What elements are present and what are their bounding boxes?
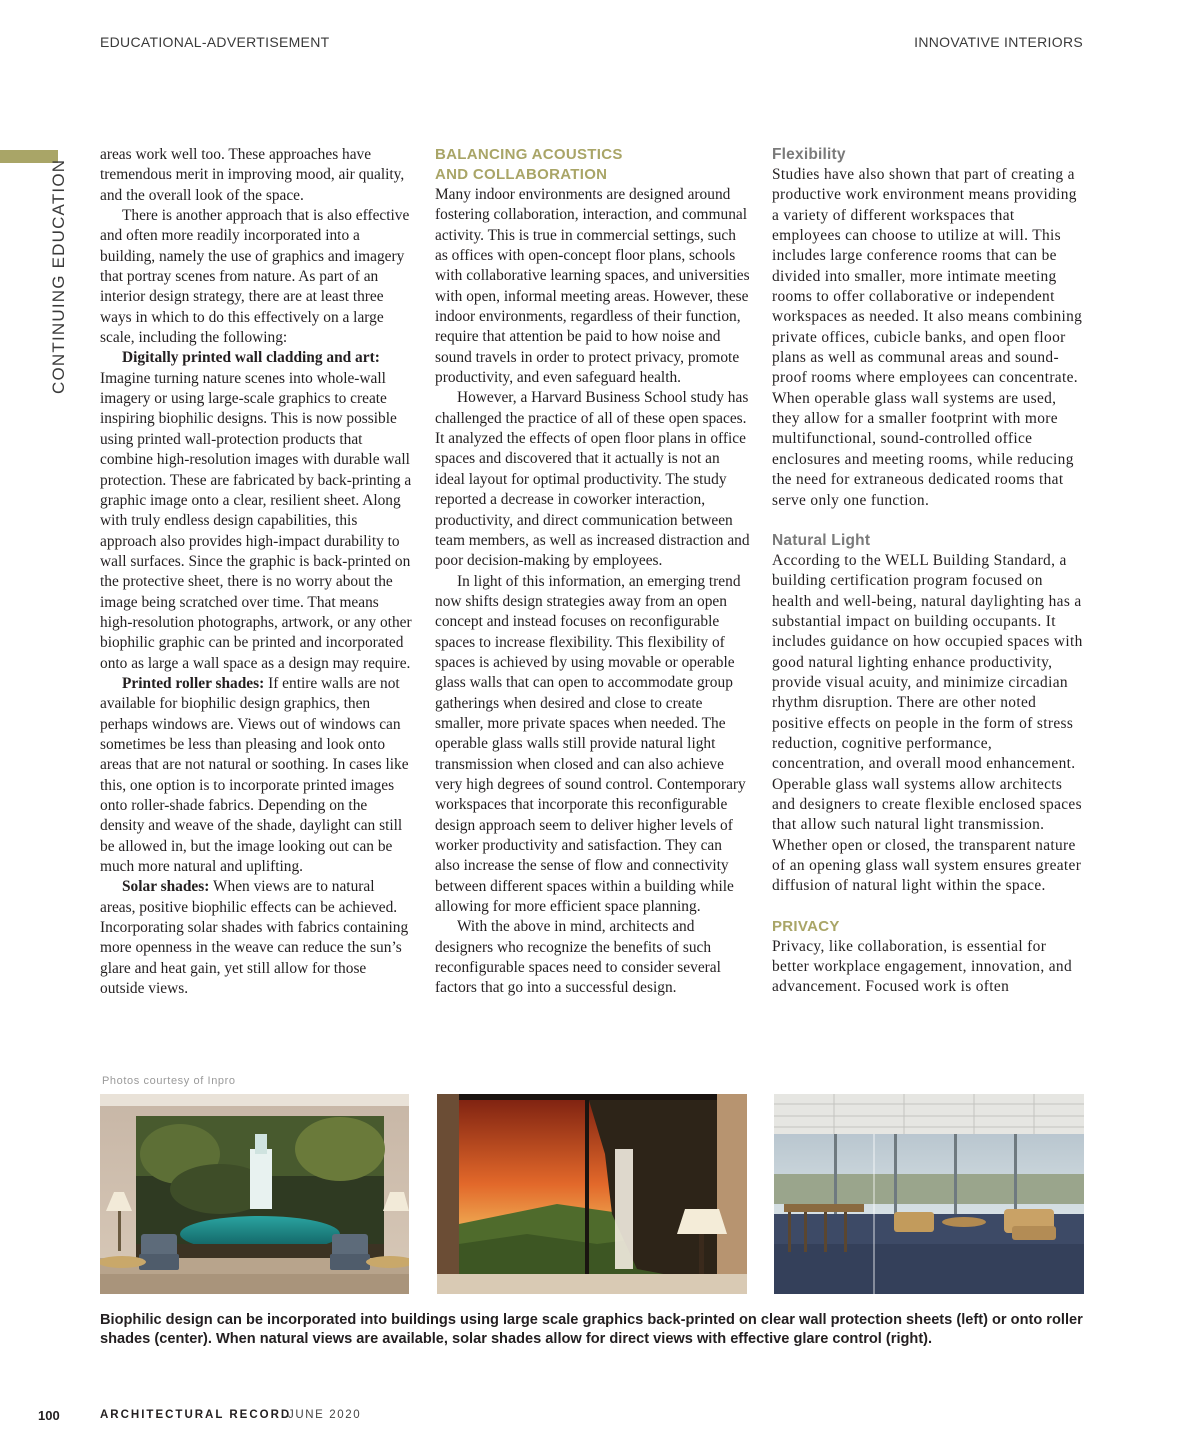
run-in-heading: Solar shades: xyxy=(122,878,210,896)
paragraph: According to the WELL Building Standard, a building certification program focused on health and well-being, natural daylighting has a substantial impact on building occupants. It includes guidance on how occupied spaces with good natural lighting enhance productivity, provide visual acuity, and minimize circadian rhythm disruption. There are other noted positive effects on people in the form of stress reduction, cognitive performance, concentration, and overall mood enhancement. Operable glass wall systems allow architects and designers to create flexible enclosed spaces that allow such natural light transmission. Whether open or closed, the transparent nature of an opening glass wall system ensures greater diffusion of natural light within the space. xyxy=(772,551,1083,895)
header-section-label: EDUCATIONAL-ADVERTISEMENT xyxy=(100,34,330,50)
paragraph-body: If entire walls are not available for biophilic design graphics, then perhaps windows are. Views out of windows can sometimes be less than pleasing and look onto areas that are not natural or soothing. In cases like this, one option is to incorporate printed images onto roller-shade fabrics. Depending on the density and weave of the shade, daylight can still be allowed in, but the image looking out can be much more natural and uplifting. xyxy=(100,674,409,876)
issue-date: JUNE 2020 xyxy=(288,1409,362,1421)
paragraph: With the above in mind, architects and designers who recognize the benefits of such reconfigurable spaces need to consider several factors that go into a successful design. xyxy=(435,918,721,997)
paragraph: Privacy, like collaboration, is essential for better workplace engagement, innovation, and advancement. Focused work is often xyxy=(772,937,1073,996)
side-section-label: CONTINUING EDUCATION xyxy=(49,158,68,394)
photo-solar-shades-office xyxy=(774,1094,1084,1294)
paragraph-body: Imagine turning nature scenes into whole-wall imagery or using large-scale graphics to create inspiring biophilic designs. This is now possible using printed wall-protection products that combine high-resolution images with durable wall protection. These are fabricated by back-printing a graphic image onto a clear, resilient sheet. Along with truly endless design capabilities, this approach also provides high-impact durability to wall surfaces. Since the graphic is back-printed on the protective sheet, there is no worry about the image being scratched over time. That means high-resolution photographs, artwork, or any other biophilic graphic can be printed and incorporated onto as large a wall space as a design may require. xyxy=(100,369,412,672)
section-heading: PRIVACY xyxy=(772,917,840,935)
photo-waterfall-wall-graphic xyxy=(100,1094,409,1294)
paragraph xyxy=(100,348,412,674)
publication-name: ARCHITECTURAL RECORD xyxy=(100,1409,292,1421)
paragraph-body: When views are to natural areas, positive biophilic effects can be achieved. Incorporating solar shades with fabrics containing more openness in the weave can reduce the sun’s glare and heat gain, yet still allow for those outside views. xyxy=(100,878,409,998)
section-heading xyxy=(435,145,750,185)
article-column-2 xyxy=(435,145,750,999)
paragraph: However, a Harvard Business School study has challenged the practice of all of these open spaces. It analyzed the effects of open floor plans in office spaces and discovered that it actually is not an ideal layout for optimal productivity. The study reported a decrease in coworker interaction, productivity, and direct communication between team members, as well as increased distraction and poor decision-making by employees. xyxy=(435,389,750,570)
paragraph: Studies have also shown that part of creating a productive work environment means providing a variety of different workspaces that employees can choose to utilize at will. This includes large conference rooms that can be divided into smaller, more intimate meeting rooms to offer collaborative or independent workspaces as needed. It also means combining private offices, cubicle banks, and open floor plans as well as communal areas and sound-proof rooms where employees can concentrate. When operable glass wall systems are used, they allow for a smaller footprint with more multifunctional, sound-controlled office enclosures and meeting rooms, while reducing the need for extraneous dedicated rooms that serve only one function. xyxy=(772,166,1083,509)
photo-credit: Photos courtesy of Inpro xyxy=(102,1075,236,1087)
subsection-heading: Natural Light xyxy=(772,531,871,549)
run-in-heading: Digitally printed wall cladding and art: xyxy=(122,349,380,367)
paragraph xyxy=(100,877,412,999)
paragraph: areas work well too. These approaches have tremendous merit in improving mood, air quality, and the overall look of the space. xyxy=(100,146,405,204)
article-column-3 xyxy=(772,145,1084,998)
figure-caption: Biophilic design can be incorporated into buildings using large scale graphics back-printed on clear wall protection sheets (left) or onto roller shades (center). When natural views are available, solar shades allow for direct views with effective glare control (right). xyxy=(100,1312,1083,1347)
paragraph xyxy=(100,674,412,877)
paragraph: Many indoor environments are designed around fostering collaboration, interaction, and communal activity. This is true in commercial settings, such as offices with open-concept floor plans, schools with collaborative learning spaces, and universities with open, informal meeting areas. However, these indoor environments, regardless of their function, require that attention be paid to how noise and sound travels in order to protect privacy, promote productivity, and even safeguard health. xyxy=(435,186,750,387)
section-heading-line: BALANCING ACOUSTICS xyxy=(435,146,623,163)
page-number: 100 xyxy=(38,1408,60,1423)
header-topic-label: INNOVATIVE INTERIORS xyxy=(914,34,1083,50)
paragraph: There is another approach that is also effective and often more readily incorporated into a building, namely the use of graphics and imagery that portray scenes from nature. As part of an interior design strategy, there are at least three ways in which to do this effectively on a large scale, including the following: xyxy=(100,207,410,347)
run-in-heading: Printed roller shades: xyxy=(122,674,265,692)
subsection-heading: Flexibility xyxy=(772,146,846,163)
photo-printed-roller-shade xyxy=(437,1094,747,1294)
paragraph: In light of this information, an emerging trend now shifts design strategies away from an open concept and instead focuses on reconfigurable spaces to increase flexibility. This flexibility of spaces is achieved by using movable or operable glass walls that can open to accommodate group gatherings when desired and close to create smaller, more private spaces when needed. The operable glass walls still provide natural light transmission when closed and can also achieve very high degrees of sound control. Contemporary workspaces that incorporate this reconfigurable design approach seem to deliver higher levels of worker productivity and satisfaction. They can also increase the sense of flow and connectivity between different spaces within a building while allowing for more efficient space planning. xyxy=(435,572,746,916)
article-column-1 xyxy=(100,145,412,999)
section-heading-line: AND COLLABORATION xyxy=(435,166,608,183)
